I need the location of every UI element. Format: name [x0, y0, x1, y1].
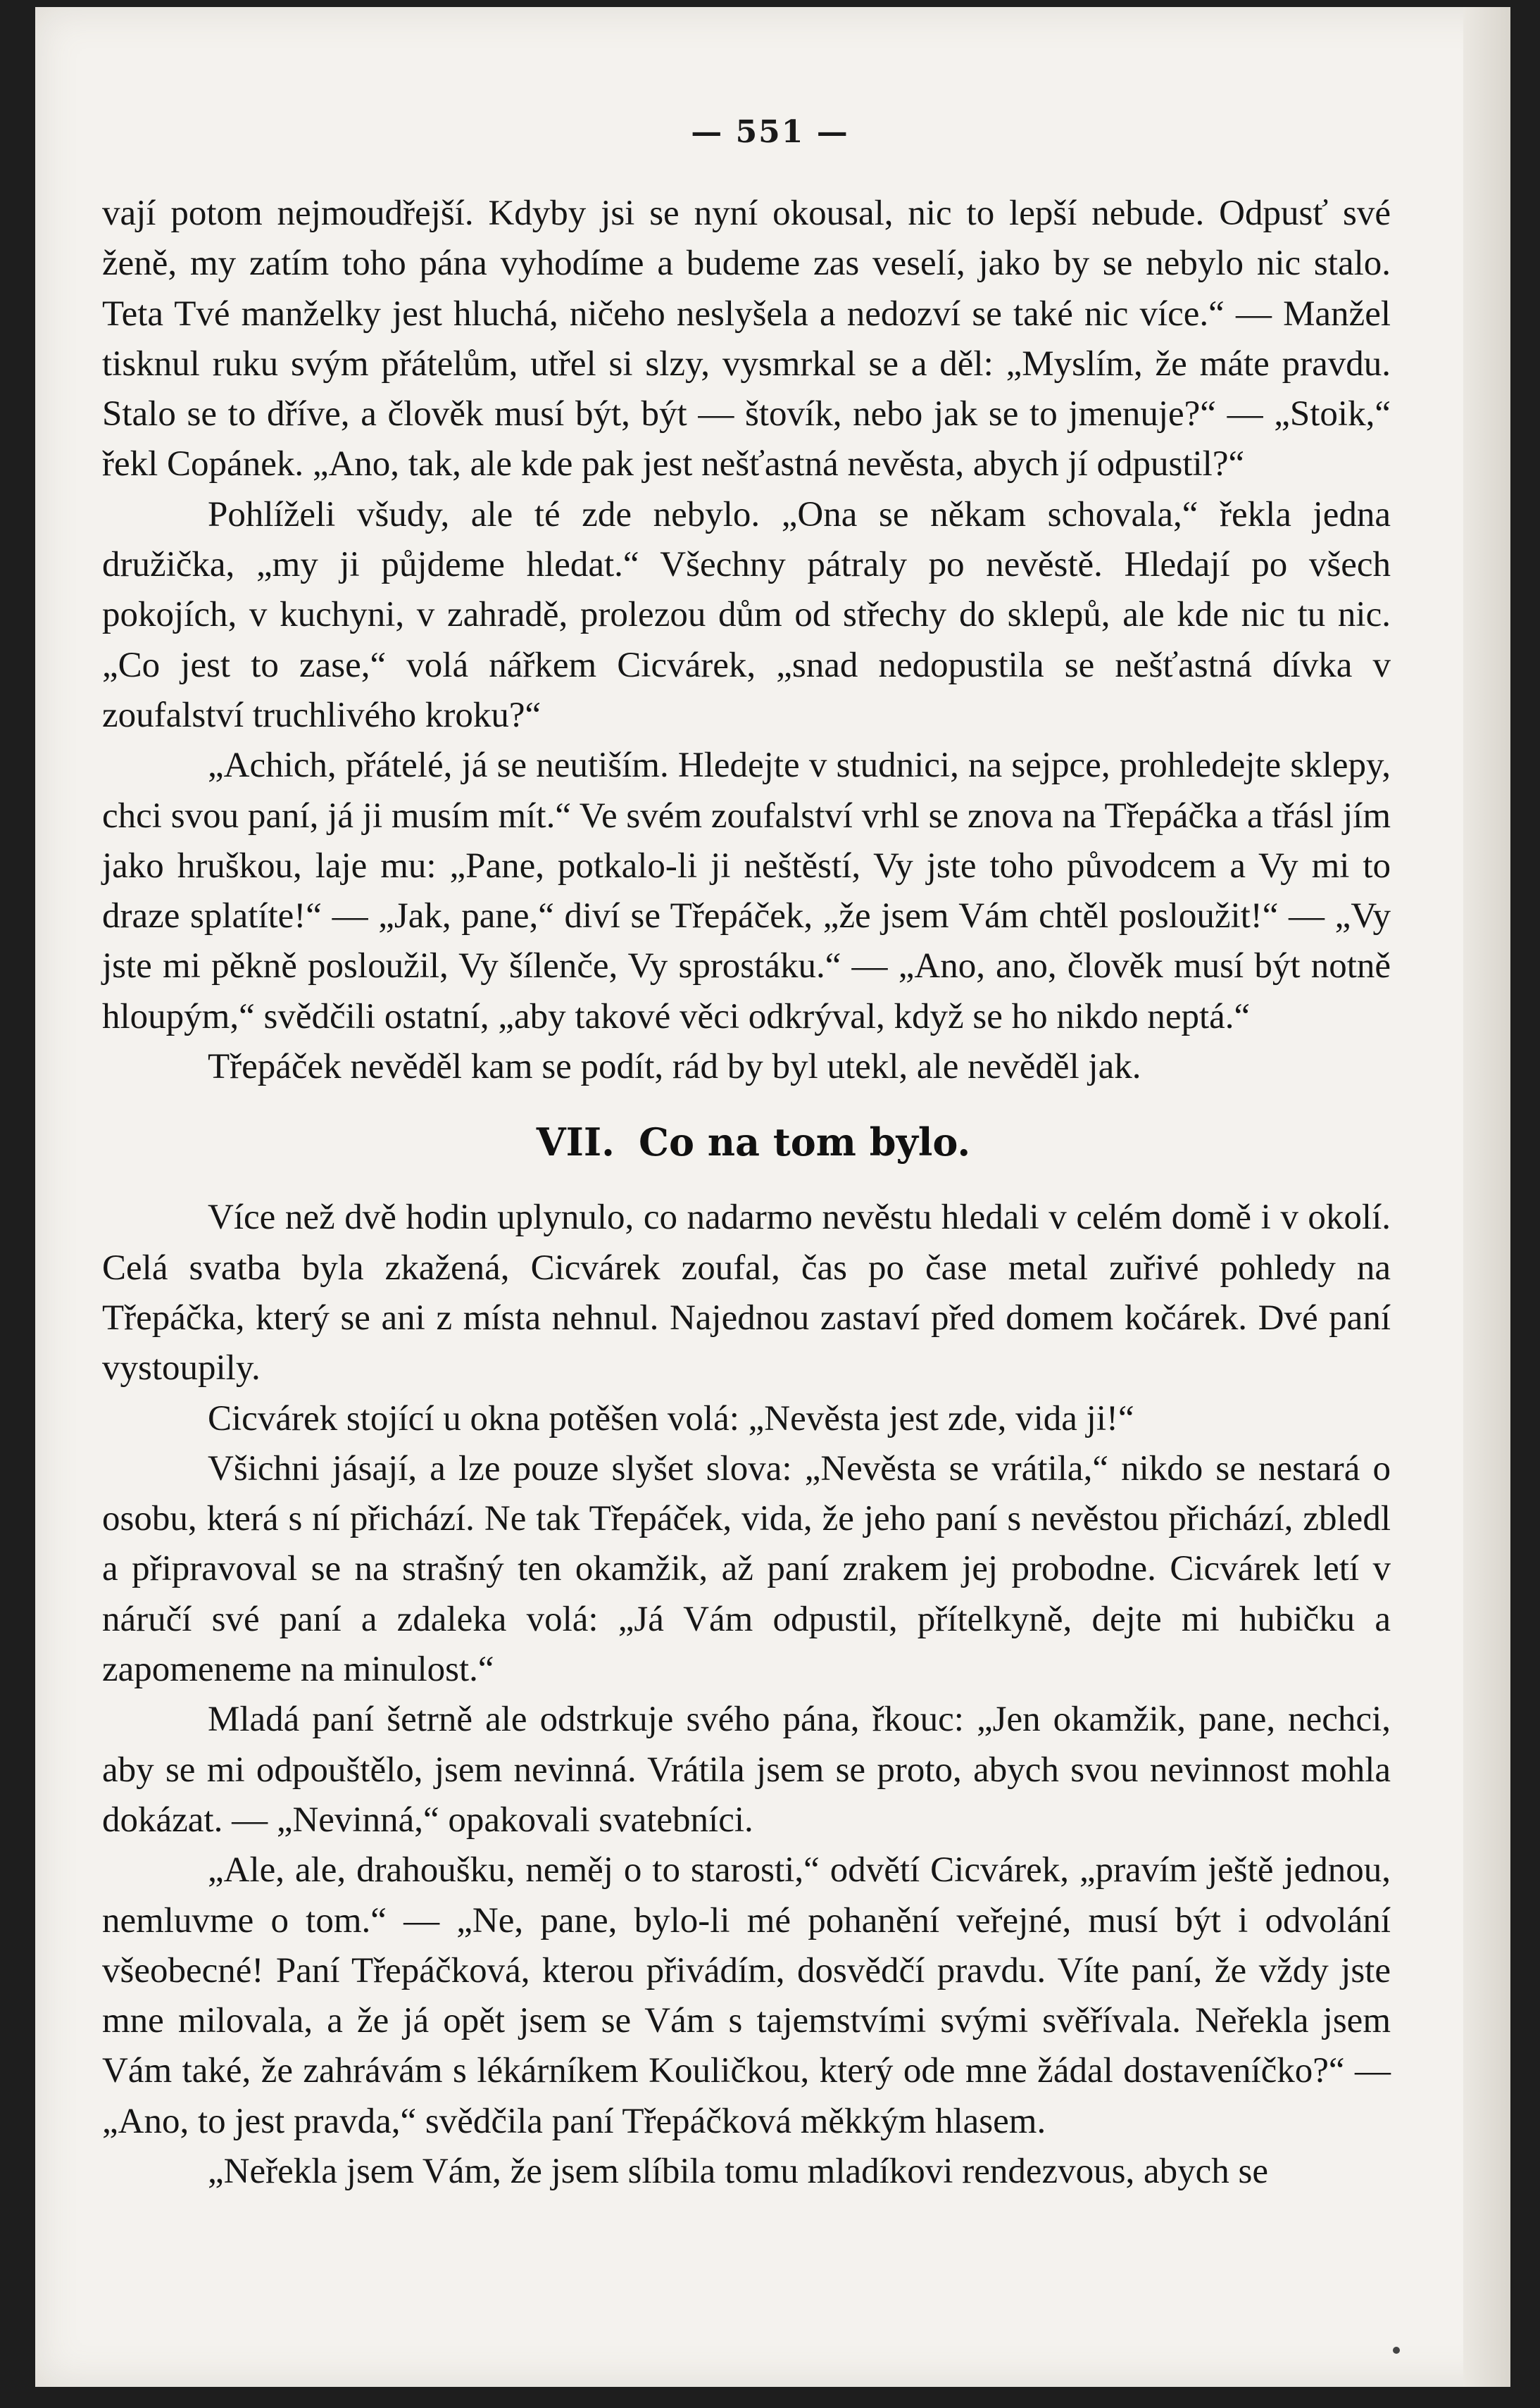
page-number: — 551 — [691, 114, 849, 150]
body-text [102, 189, 1391, 2197]
paragraph-2: Pohlíželi všudy, ale té zde nebylo. „Ona se někam schovala,“ řekla jedna družička, „my ji půjdeme hledat.“ Všechny pátraly po nevěstě. Hledají po všech pokojích, v kuchyni, v zahradě, prolezou dům od střechy do sklepů, ale kde nic tu nic. „Co jest to zase,“ volá nářkem Cicvárek, „snad nedopustila se nešťastná dívka v zoufalství truchlivého kroku?“ [102, 494, 1391, 735]
paragraph-6: Cicvárek stojící u okna potěšen volá: „Nevěsta jest zde, vida ji!“ [208, 1398, 1134, 1438]
paragraph-8: Mladá paní šetrně ale odstrkuje svého pána, řkouc: „Jen okamžik, pane, nechci, aby se mi odpouštělo, jsem nevinná. Vrátila jsem se proto, abych svou nevinnost mohla dokázat. — „Nevinná,“ opakovali svatebníci. [102, 1700, 1391, 1840]
paragraph-3: „Achich, přátelé, já se neutiším. Hledejte v studnici, na sejpce, prohledejte sklepy, chci svou paní, já ji musím mít.“ Ve svém zoufalství vrhl se znova na Třepáčka a třásl jím jako hruškou, laje mu: „Pane, potkalo-li ji neštěstí, Vy jste toho původcem a Vy mi to draze splatíte!“ — „Jak, pane,“ diví se Třepáček, „že jsem Vám chtěl posloužit!“ — „Vy jste mi pěkně posloužil, Vy šílenče, Vy sprostáku.“ — „Ano, ano, člověk musí být notně hloupým,“ svědčili ostatní, „aby takové věci odkrýval, když se ho nikdo neptá.“ [102, 746, 1391, 1036]
paragraph-1: vají potom nejmoudřejší. Kdyby jsi se nyní okousal, nic to lepší nebude. Odpusť své ženě, my zatím toho pána vyhodíme a budeme zas veselí, jako by se nebylo nic stalo. Teta Tvé manželky jest hluchá, ničeho neslyšela a nedozví se také nic více.“ — Manžel tisknul ruku svým přátelům, utřel si slzy, vysmrkal se a děl: „Myslím, že máte pravdu. Stalo se to dříve, a člověk musí být, být — štovík, nebo jak se to jmenuje?“ — „Stoik,“ řekl Copánek. „Ano, tak, ale kde pak jest nešťastná nevěsta, abych jí odpustil?“ [102, 194, 1391, 484]
paragraph-9: „Ale, ale, drahoušku, neměj o to starosti,“ odvětí Cicvárek, „pravím ještě jednou, nemluvme o tom.“ — „Ne, pane, bylo-li mé pohanění veřejné, musí být i odvolání všeobecné! Paní Třepáčková, kterou přivádím, dosvědčí pravdu. Víte paní, že vždy jste mne milovala, a že já opět jsem se Vám s tajemstvími svými svěřívala. Neřekla jsem Vám také, že zahrávám s lékárníkem Kouličkou, který ode mne žádal dostaveníčko?“ — „Ano, to jest pravda,“ svědčila paní Třepáčková měkkým hlasem. [102, 1850, 1391, 2141]
chapter-heading [102, 1092, 1391, 1193]
paragraph-7: Všichni jásají, a lze pouze slyšet slova: „Nevěsta se vrátila,“ nikdo se nestará o osobu, která s ní přichází. Ne tak Třepáček, vida, že jeho paní s nevěstou přichází, zbledl a připravoval se na strašný ten okamžik, až paní zrakem jej probodne. Cicvárek letí v náručí své paní a zdaleka volá: „Já Vám odpustil, přítelkyně, dejte mi hubičku a zapomeneme na minulost.“ [102, 1448, 1391, 1690]
paragraph-10: „Neřekla jsem Vám, že jsem slíbila tomu mladíkovi rendezvous, abych se [208, 2151, 1268, 2191]
paragraph-4: Třepáček nevěděl kam se podít, rád by byl utekl, ale nevěděl jak. [208, 1047, 1141, 1087]
page-edge [1463, 7, 1510, 2387]
chapter-number: VII. [536, 1120, 615, 1165]
ink-dot [1393, 2347, 1400, 2354]
paragraph-5: Více než dvě hodin uplynulo, co nadarmo nevěstu hledali v celém domě i v okolí. Celá svatba byla zkažená, Cicvárek zoufal, čas po čase metal zuřivé pohledy na Třepáčka, který se ani z místa nehnul. Najednou zastaví před domem kočárek. Dvé paní vystoupily. [102, 1198, 1391, 1388]
chapter-title: Co na tom bylo. [638, 1120, 971, 1165]
